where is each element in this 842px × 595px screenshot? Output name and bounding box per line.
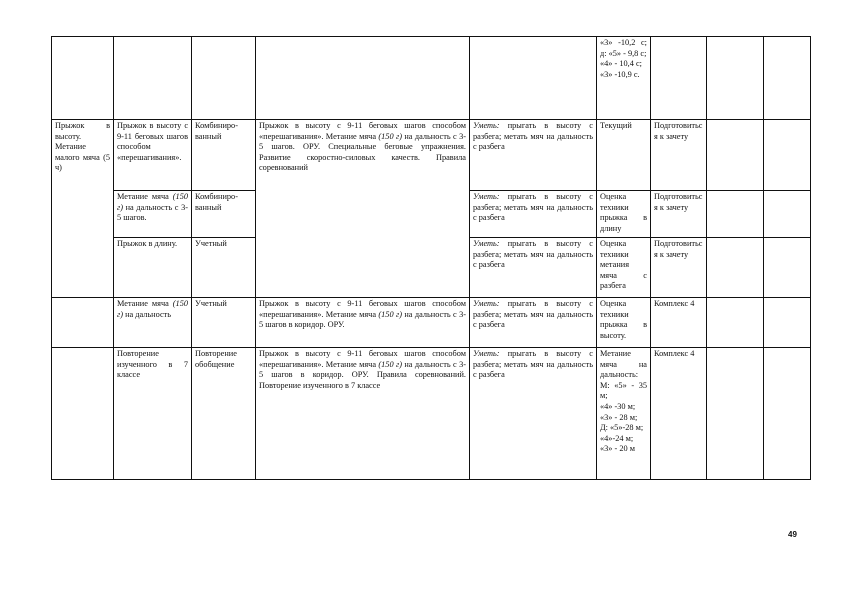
type-cell: Комбиниро-ванный — [192, 191, 256, 238]
req-label: Уметь: — [473, 192, 500, 201]
page-number: 49 — [788, 530, 797, 539]
req-label: Уметь: — [473, 239, 500, 248]
type-cell: Учетный — [192, 238, 256, 298]
date-plan-cell — [707, 238, 764, 298]
req-text: прыгать в высоту с разбега; метать мяч на дальность с разбега — [473, 239, 593, 270]
topic-cell — [114, 298, 192, 348]
content-text: на дальность с 3-5 шагов в коридор. ОРУ. Правила соревнований. Повторение изученного в 7 классе — [259, 359, 466, 390]
date-plan-cell — [707, 348, 764, 480]
lesson-cell: Прыжок в высоту. Метание малого мяча (5 ч) — [52, 120, 114, 298]
lesson-cell — [52, 37, 114, 120]
req-text: прыгать в высоту с разбега; метать мяч на дальность с разбега — [473, 192, 593, 223]
date-plan-cell — [707, 191, 764, 238]
content-italic: (150 г) — [378, 131, 402, 141]
content-text: на дальность с 3-5 шагов. ОРУ. Специальные беговые упражнения. Развитие скоростно-силовых качеств. Правила соревнований — [259, 131, 466, 173]
homework-cell: Комплекс 4 — [651, 348, 707, 480]
lesson-plan-table — [51, 36, 811, 480]
type-cell: Комбиниро-ванный — [192, 120, 256, 191]
date-fact-cell — [764, 191, 811, 238]
control-cell: Текущий — [597, 120, 651, 191]
requirements-cell — [470, 348, 597, 480]
content-text: Прыжок в высоту с 9-11 беговых шагов способом «перешагивания». Метание мяча — [259, 299, 466, 319]
control-line: «4»-24 м; — [600, 433, 634, 443]
content-cell — [256, 298, 470, 348]
table-row — [52, 348, 811, 480]
date-fact-cell — [764, 298, 811, 348]
control-line: «3» -10,2 с; д: «5» - 9,8 с; — [600, 38, 647, 58]
lesson-cell — [52, 298, 114, 348]
req-label: Уметь: — [473, 299, 500, 308]
homework-cell — [651, 37, 707, 120]
control-line: М: «5» - 35 м; — [600, 380, 647, 401]
control-line: Д: «5»-28 м; — [600, 423, 644, 433]
content-text: Прыжок в высоту с 9-11 беговых шагов способом «перешагивания». Метание мяча — [259, 349, 466, 369]
type-cell: Учетный — [192, 298, 256, 348]
topic-cell: Прыжок в длину. — [114, 238, 192, 298]
control-line: «3» - 28 м; — [600, 412, 638, 422]
content-text: Прыжок в высоту с 9-11 беговых шагов способом «перешагивания». Метание мяча — [259, 121, 466, 141]
requirements-cell — [470, 298, 597, 348]
content-cell — [256, 37, 470, 120]
control-cell: Оценка техники прыжка в длину — [597, 191, 651, 238]
date-plan-cell — [707, 298, 764, 348]
content-text: на дальность с 3-5 шагов в коридор. ОРУ. — [259, 309, 466, 330]
topic-text: на дальность — [123, 309, 172, 319]
control-cell: Оценка техники прыжка в высоту. — [597, 298, 651, 348]
homework-cell: Подготовиться к зачету — [651, 238, 707, 298]
requirements-cell — [470, 120, 597, 191]
topic-text: на дальность с 3-5 шагов. — [117, 202, 188, 223]
requirements-cell — [470, 191, 597, 238]
control-line: Метание мяча на дальность: — [600, 349, 647, 380]
control-line: «4» - 10,4 с; — [600, 59, 642, 69]
table-row — [52, 120, 811, 191]
homework-cell: Подготовиться к зачету — [651, 120, 707, 191]
req-label: Уметь: — [473, 349, 500, 358]
type-cell: Повторение обобщение — [192, 348, 256, 480]
date-plan-cell — [707, 37, 764, 120]
topic-text: Метание мяча — [117, 192, 173, 201]
topic-cell — [114, 37, 192, 120]
requirements-cell — [470, 37, 597, 120]
topic-cell — [114, 191, 192, 238]
topic-cell: Повторение изученного в 7 классе — [114, 348, 192, 480]
control-cell — [597, 348, 651, 480]
requirements-cell — [470, 238, 597, 298]
control-line: «3» - 20 м — [600, 444, 635, 454]
control-line: «4» -30 м; — [600, 401, 636, 411]
date-fact-cell — [764, 348, 811, 480]
type-cell — [192, 37, 256, 120]
date-plan-cell — [707, 120, 764, 191]
topic-cell: Прыжок в высоту с 9-11 беговых шагов способом «перешагивания». — [114, 120, 192, 191]
req-text: прыгать в высоту с разбега; метать мяч на дальность с разбега — [473, 121, 593, 152]
date-fact-cell — [764, 37, 811, 120]
control-cell: Оценка техники метания мяча с разбега — [597, 238, 651, 298]
topic-italic: (150 г) — [117, 299, 188, 319]
req-text: прыгать в высоту с разбега; метать мяч на дальность с разбега — [473, 299, 593, 330]
topic-italic: (150 г) — [117, 192, 188, 212]
homework-cell: Подготовиться к зачету — [651, 191, 707, 238]
lesson-cell — [52, 348, 114, 480]
control-line: «3» -10,9 с. — [600, 69, 640, 79]
control-cell — [597, 37, 651, 120]
req-label: Уметь: — [473, 121, 500, 130]
content-italic: (150 г) — [378, 309, 402, 319]
content-italic: (150 г) — [378, 359, 402, 369]
table-row — [52, 37, 811, 120]
date-fact-cell — [764, 238, 811, 298]
req-text: прыгать в высоту с разбега; метать мяч на дальность с разбега — [473, 349, 593, 380]
date-fact-cell — [764, 120, 811, 191]
homework-cell: Комплекс 4 — [651, 298, 707, 348]
table-row — [52, 298, 811, 348]
content-cell — [256, 348, 470, 480]
content-cell — [256, 120, 470, 298]
topic-text: Метание мяча — [117, 299, 173, 308]
